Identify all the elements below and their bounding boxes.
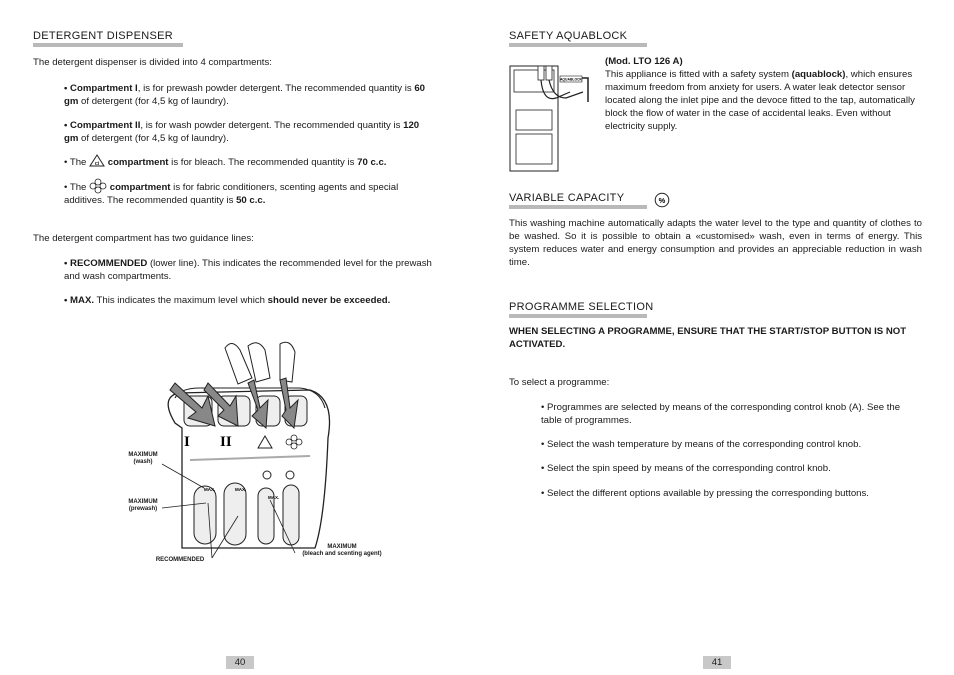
- programme-selection-title: PROGRAMME SELECTION: [509, 301, 654, 313]
- guidance-intro: The detergent compartment has two guidance lines:: [33, 233, 254, 244]
- label-recommended: RECOMMENDED: [155, 557, 205, 563]
- bleach-triangle-icon: [89, 154, 105, 167]
- percent-circle-icon: [654, 192, 670, 208]
- title-underline: [33, 43, 183, 47]
- max-text: • MAX. This indicates the maximum level which should never be exceeded.: [64, 295, 391, 306]
- programme-warning: WHEN SELECTING A PROGRAMME, ENSURE THAT THE START/STOP BUTTON IS NOT ACTIVATED.: [509, 326, 907, 350]
- compartment-1-text: • Compartment I, is for prewash powder detergent. The recommended quantity is 60 gm of detergent (for 4,5 kg of laundry).: [64, 83, 425, 107]
- svg-text:MAX.: MAX.: [268, 495, 280, 500]
- variable-capacity-title: VARIABLE CAPACITY: [509, 192, 625, 204]
- title-underline: [509, 43, 647, 47]
- svg-text:I: I: [184, 434, 190, 450]
- dispenser-intro: The detergent dispenser is divided into 4 compartments:: [33, 57, 272, 68]
- compartment-2-text: • Compartment II, is for wash powder detergent. The recommended quantity is 120 gm of detergent (for 4,5 kg of laundry).: [64, 120, 420, 144]
- programme-bullet-3: • Select the spin speed by means of the corresponding control knob.: [541, 463, 831, 474]
- svg-text:%: %: [658, 196, 666, 205]
- programme-bullet-1: • Programmes are selected by means of the corresponding control knob (A). See the table of programmes.: [541, 402, 901, 426]
- recommended-text: • RECOMMENDED (lower line). This indicates the recommended level for the prewash and wash compartments.: [64, 258, 432, 282]
- label-max-bleach: MAXIMUM (bleach and scenting agent): [302, 544, 382, 557]
- label-max-wash: MAXIMUM (wash): [128, 452, 158, 465]
- title-underline: [509, 205, 647, 209]
- svg-text:MAX.: MAX.: [204, 487, 216, 492]
- programme-bullet-2: • Select the wash temperature by means of the corresponding control knob.: [541, 439, 862, 450]
- flower-icon: [89, 178, 107, 194]
- safety-aquablock-title: SAFETY AQUABLOCK: [509, 30, 628, 42]
- variable-capacity-text: This washing machine automatically adapts the water level to the type and quantity of clothes to be washed. So it is possible to obtain a «customised» wash, even in terms of energy. This system reduces water and energy consumption and provides an appreciable reduction in wash time.: [509, 218, 922, 268]
- svg-text:MAX.: MAX.: [235, 487, 247, 492]
- programme-intro: To select a programme:: [509, 377, 610, 388]
- washing-machine-aquablock-drawing: [508, 62, 598, 174]
- svg-text:II: II: [220, 434, 232, 450]
- label-max-prewash: MAXIMUM (prewash): [128, 499, 158, 512]
- compartment-softener-text: • The compartment is for fabric conditioners, scenting agents and special additives. The recommended quantity is 50 c.c.: [64, 178, 445, 207]
- programme-bullet-4: • Select the different options available by pressing the corresponding buttons.: [541, 488, 869, 499]
- detergent-dispenser-title: DETERGENT DISPENSER: [33, 30, 173, 42]
- aquablock-text: (Mod. LTO 126 A) This appliance is fitted with a safety system (aquablock), which ensures maximum freedom from anxiety for users. A water leak detector sensor located along the inlet pipe and the devoce fitted to the tap, automatically block the flow of water in the case of accidental leaks. Even without electricity supply.: [605, 56, 915, 132]
- title-underline: [509, 314, 647, 318]
- compartment-bleach-text: • The Cl compartment is for bleach. The recommended quantity is 70 c.c.: [64, 154, 445, 169]
- page-number-right: 41: [703, 656, 731, 669]
- page-number-left: 40: [226, 656, 254, 669]
- svg-text:Cl: Cl: [94, 161, 100, 166]
- svg-text:AQUABLOCK: AQUABLOCK: [559, 77, 583, 82]
